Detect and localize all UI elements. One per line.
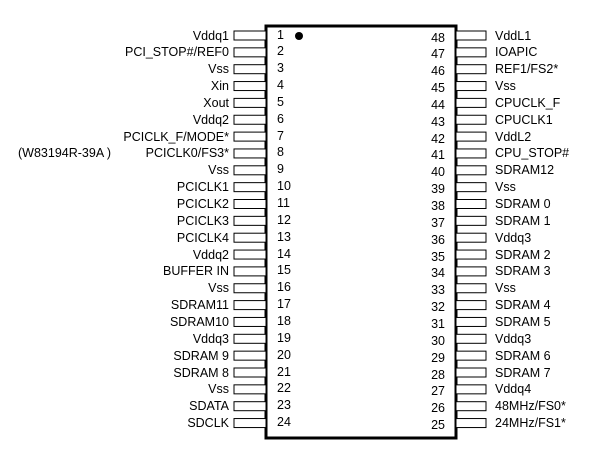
left-pin-name: PCICLK2	[176, 197, 229, 211]
left-pin-stub	[234, 200, 266, 209]
left-pin-name: PCICLK_F/MODE*	[123, 129, 229, 144]
right-pin-stub	[456, 216, 486, 225]
right-pin-number: 35	[431, 249, 445, 264]
left-pin-number: 3	[277, 61, 284, 76]
right-pin-name: 24MHz/FS1*	[495, 416, 566, 431]
right-pin-number: 31	[431, 316, 445, 331]
left-pin-stub	[234, 98, 266, 107]
left-pin-stub	[234, 149, 266, 158]
left-pin-stub	[234, 419, 266, 428]
left-pin-stub	[234, 317, 266, 326]
right-pin-stub	[456, 301, 486, 310]
right-pin-stub	[456, 31, 486, 40]
right-pin-stub	[456, 317, 486, 326]
right-pin-number: 30	[431, 333, 445, 348]
right-pin-number: 44	[431, 97, 445, 112]
left-pin-name: BUFFER IN	[163, 264, 229, 279]
left-pin-number: 19	[277, 330, 291, 345]
right-pin-number: 46	[431, 64, 445, 79]
right-pin-number: 40	[431, 165, 445, 180]
left-pin-name: SDRAM 9	[173, 348, 229, 363]
right-pin-name: SDRAM 2	[495, 247, 551, 262]
right-pin-name: SDRAM12	[495, 163, 555, 178]
left-pin-name: PCICLK4	[176, 230, 229, 245]
right-pin-number: 48	[431, 30, 445, 45]
left-pin-number: 7	[277, 128, 284, 143]
left-pin-stub	[234, 65, 266, 74]
right-pin-stub	[456, 200, 486, 209]
left-pin-name: SDRAM 8	[173, 365, 229, 380]
left-pin-name: Vddq2	[192, 112, 229, 127]
right-pin-number: 29	[431, 350, 445, 365]
right-pin-stub	[456, 149, 486, 158]
package-body	[266, 26, 456, 438]
left-pin-stub	[234, 334, 266, 343]
left-pin-number: 2	[277, 44, 284, 59]
right-pin-stub	[456, 82, 486, 91]
right-pin-number: 41	[431, 148, 445, 163]
right-pin-number: 39	[431, 182, 445, 197]
right-pin-name: Vss	[495, 180, 516, 195]
left-pin-stub	[234, 301, 266, 310]
left-pin-name: Vddq2	[192, 247, 229, 262]
right-pin-number: 47	[431, 47, 445, 62]
right-pin-name: SDRAM 1	[495, 213, 551, 228]
right-pin-name: SDRAM 0	[495, 197, 551, 211]
left-pin-stub	[234, 385, 266, 394]
right-pin-stub	[456, 183, 486, 192]
right-pin-number: 36	[431, 232, 445, 247]
left-pin-number: 6	[277, 111, 284, 126]
right-pin-number: 25	[431, 418, 445, 433]
left-pin-number: 21	[277, 364, 291, 379]
left-pin-name: Vss	[208, 163, 229, 178]
right-pin-stub	[456, 98, 486, 107]
left-pin-name: PCICLK1	[176, 180, 229, 195]
left-pin-stub	[234, 216, 266, 225]
right-pin-number: 28	[431, 367, 445, 382]
left-pin-name: Xin	[210, 79, 229, 94]
right-pin-stub	[456, 250, 486, 259]
right-pin-number: 33	[431, 283, 445, 298]
left-pin-number: 16	[277, 280, 291, 295]
right-pin-stub	[456, 115, 486, 124]
left-pin-name: SDRAM11	[170, 298, 229, 313]
right-pin-number: 43	[431, 114, 445, 129]
left-pin-number: 17	[277, 297, 291, 312]
right-pin-stub	[456, 368, 486, 377]
right-pin-stub	[456, 65, 486, 74]
left-pin-number: 5	[277, 94, 284, 109]
right-pin-name: VddL1	[495, 28, 532, 43]
left-pin-number: 10	[277, 179, 291, 194]
right-pin-name: SDRAM 3	[495, 264, 551, 279]
left-pin-name: PCI_STOP#/REF0	[125, 45, 229, 60]
left-pin-stub	[234, 82, 266, 91]
right-pin-number: 27	[431, 384, 445, 399]
right-pin-stub	[456, 267, 486, 276]
right-pin-number: 38	[431, 199, 445, 213]
left-pin-number: 22	[277, 381, 291, 396]
left-pin-number: 8	[277, 145, 284, 160]
left-pin-number: 23	[277, 398, 291, 413]
right-pin-name: IOAPIC	[495, 45, 538, 60]
right-pin-stub	[456, 48, 486, 57]
left-pin-stub	[234, 166, 266, 175]
left-pin-name: PCICLK3	[176, 213, 229, 228]
left-pin-stub	[234, 31, 266, 40]
right-pin-stub	[456, 419, 486, 428]
left-pin-stub	[234, 284, 266, 293]
left-pin-stub	[234, 48, 266, 57]
left-pin-stub	[234, 115, 266, 124]
right-pin-stub	[456, 132, 486, 141]
left-pin-stub	[234, 368, 266, 377]
right-pin-number: 34	[431, 266, 445, 281]
left-pin-number: 12	[277, 212, 291, 227]
right-pin-number: 45	[431, 81, 445, 96]
left-pin-name: PCICLK0/FS3*	[145, 146, 229, 161]
right-pin-name: SDRAM 7	[495, 365, 551, 380]
left-pin-stub	[234, 351, 266, 360]
left-pin-stub	[234, 183, 266, 192]
right-pin-name: SDRAM 5	[495, 314, 551, 329]
right-pin-name: SDRAM 6	[495, 348, 551, 363]
right-pin-name: SDRAM 4	[495, 298, 551, 313]
left-pin-stub	[234, 250, 266, 259]
right-pin-name: Vss	[495, 281, 516, 296]
left-pin-name: Vddq3	[192, 331, 229, 346]
left-pin-number: 14	[277, 246, 291, 261]
left-pin-name: Vddq1	[192, 28, 229, 43]
left-pin-number: 9	[277, 162, 284, 177]
right-pin-stub	[456, 351, 486, 360]
left-pin-name: Vss	[208, 62, 229, 77]
right-pin-name: Vddq3	[495, 331, 532, 346]
right-pin-stub	[456, 233, 486, 242]
right-pin-number: 32	[431, 300, 445, 315]
right-pin-name: VddL2	[495, 129, 532, 144]
right-pin-number: 42	[431, 131, 445, 146]
left-pin-number: 11	[277, 196, 290, 210]
left-pin-number: 4	[277, 78, 284, 93]
right-pin-stub	[456, 385, 486, 394]
left-pin-number: 18	[277, 313, 291, 328]
left-pin-name: Xout	[203, 95, 229, 110]
left-pin-number: 1	[277, 27, 284, 42]
right-pin-number: 26	[431, 401, 445, 416]
right-pin-name: Vddq3	[495, 230, 532, 245]
right-pin-name: REF1/FS2*	[495, 62, 559, 77]
left-pin-stub	[234, 132, 266, 141]
right-pin-name: CPU_STOP#	[495, 146, 570, 161]
left-pin-number: 24	[277, 415, 291, 430]
left-pin-number: 15	[277, 263, 291, 278]
left-pin-stub	[234, 402, 266, 411]
left-pin-name: SDATA	[189, 399, 229, 414]
right-pin-name: 48MHz/FS0*	[495, 399, 566, 414]
pin1-marker-dot	[295, 32, 303, 40]
right-pin-stub	[456, 402, 486, 411]
left-pin-number: 13	[277, 229, 291, 244]
left-pin-name: Vss	[208, 281, 229, 296]
right-pin-name: Vddq4	[495, 382, 532, 397]
left-pin-number: 20	[277, 347, 291, 362]
right-pin-name: CPUCLK_F	[495, 95, 561, 110]
right-pin-stub	[456, 284, 486, 293]
right-pin-stub	[456, 166, 486, 175]
left-pin-stub	[234, 267, 266, 276]
variant-note: (W83194R-39A )	[18, 146, 112, 160]
right-pin-number: 37	[431, 215, 445, 230]
left-pin-name: Vss	[208, 382, 229, 397]
right-pin-name: Vss	[495, 79, 516, 94]
left-pin-name: SDRAM10	[169, 314, 229, 329]
left-pin-stub	[234, 233, 266, 242]
right-pin-stub	[456, 334, 486, 343]
right-pin-name: CPUCLK1	[495, 112, 553, 127]
left-pin-name: SDCLK	[187, 416, 229, 431]
